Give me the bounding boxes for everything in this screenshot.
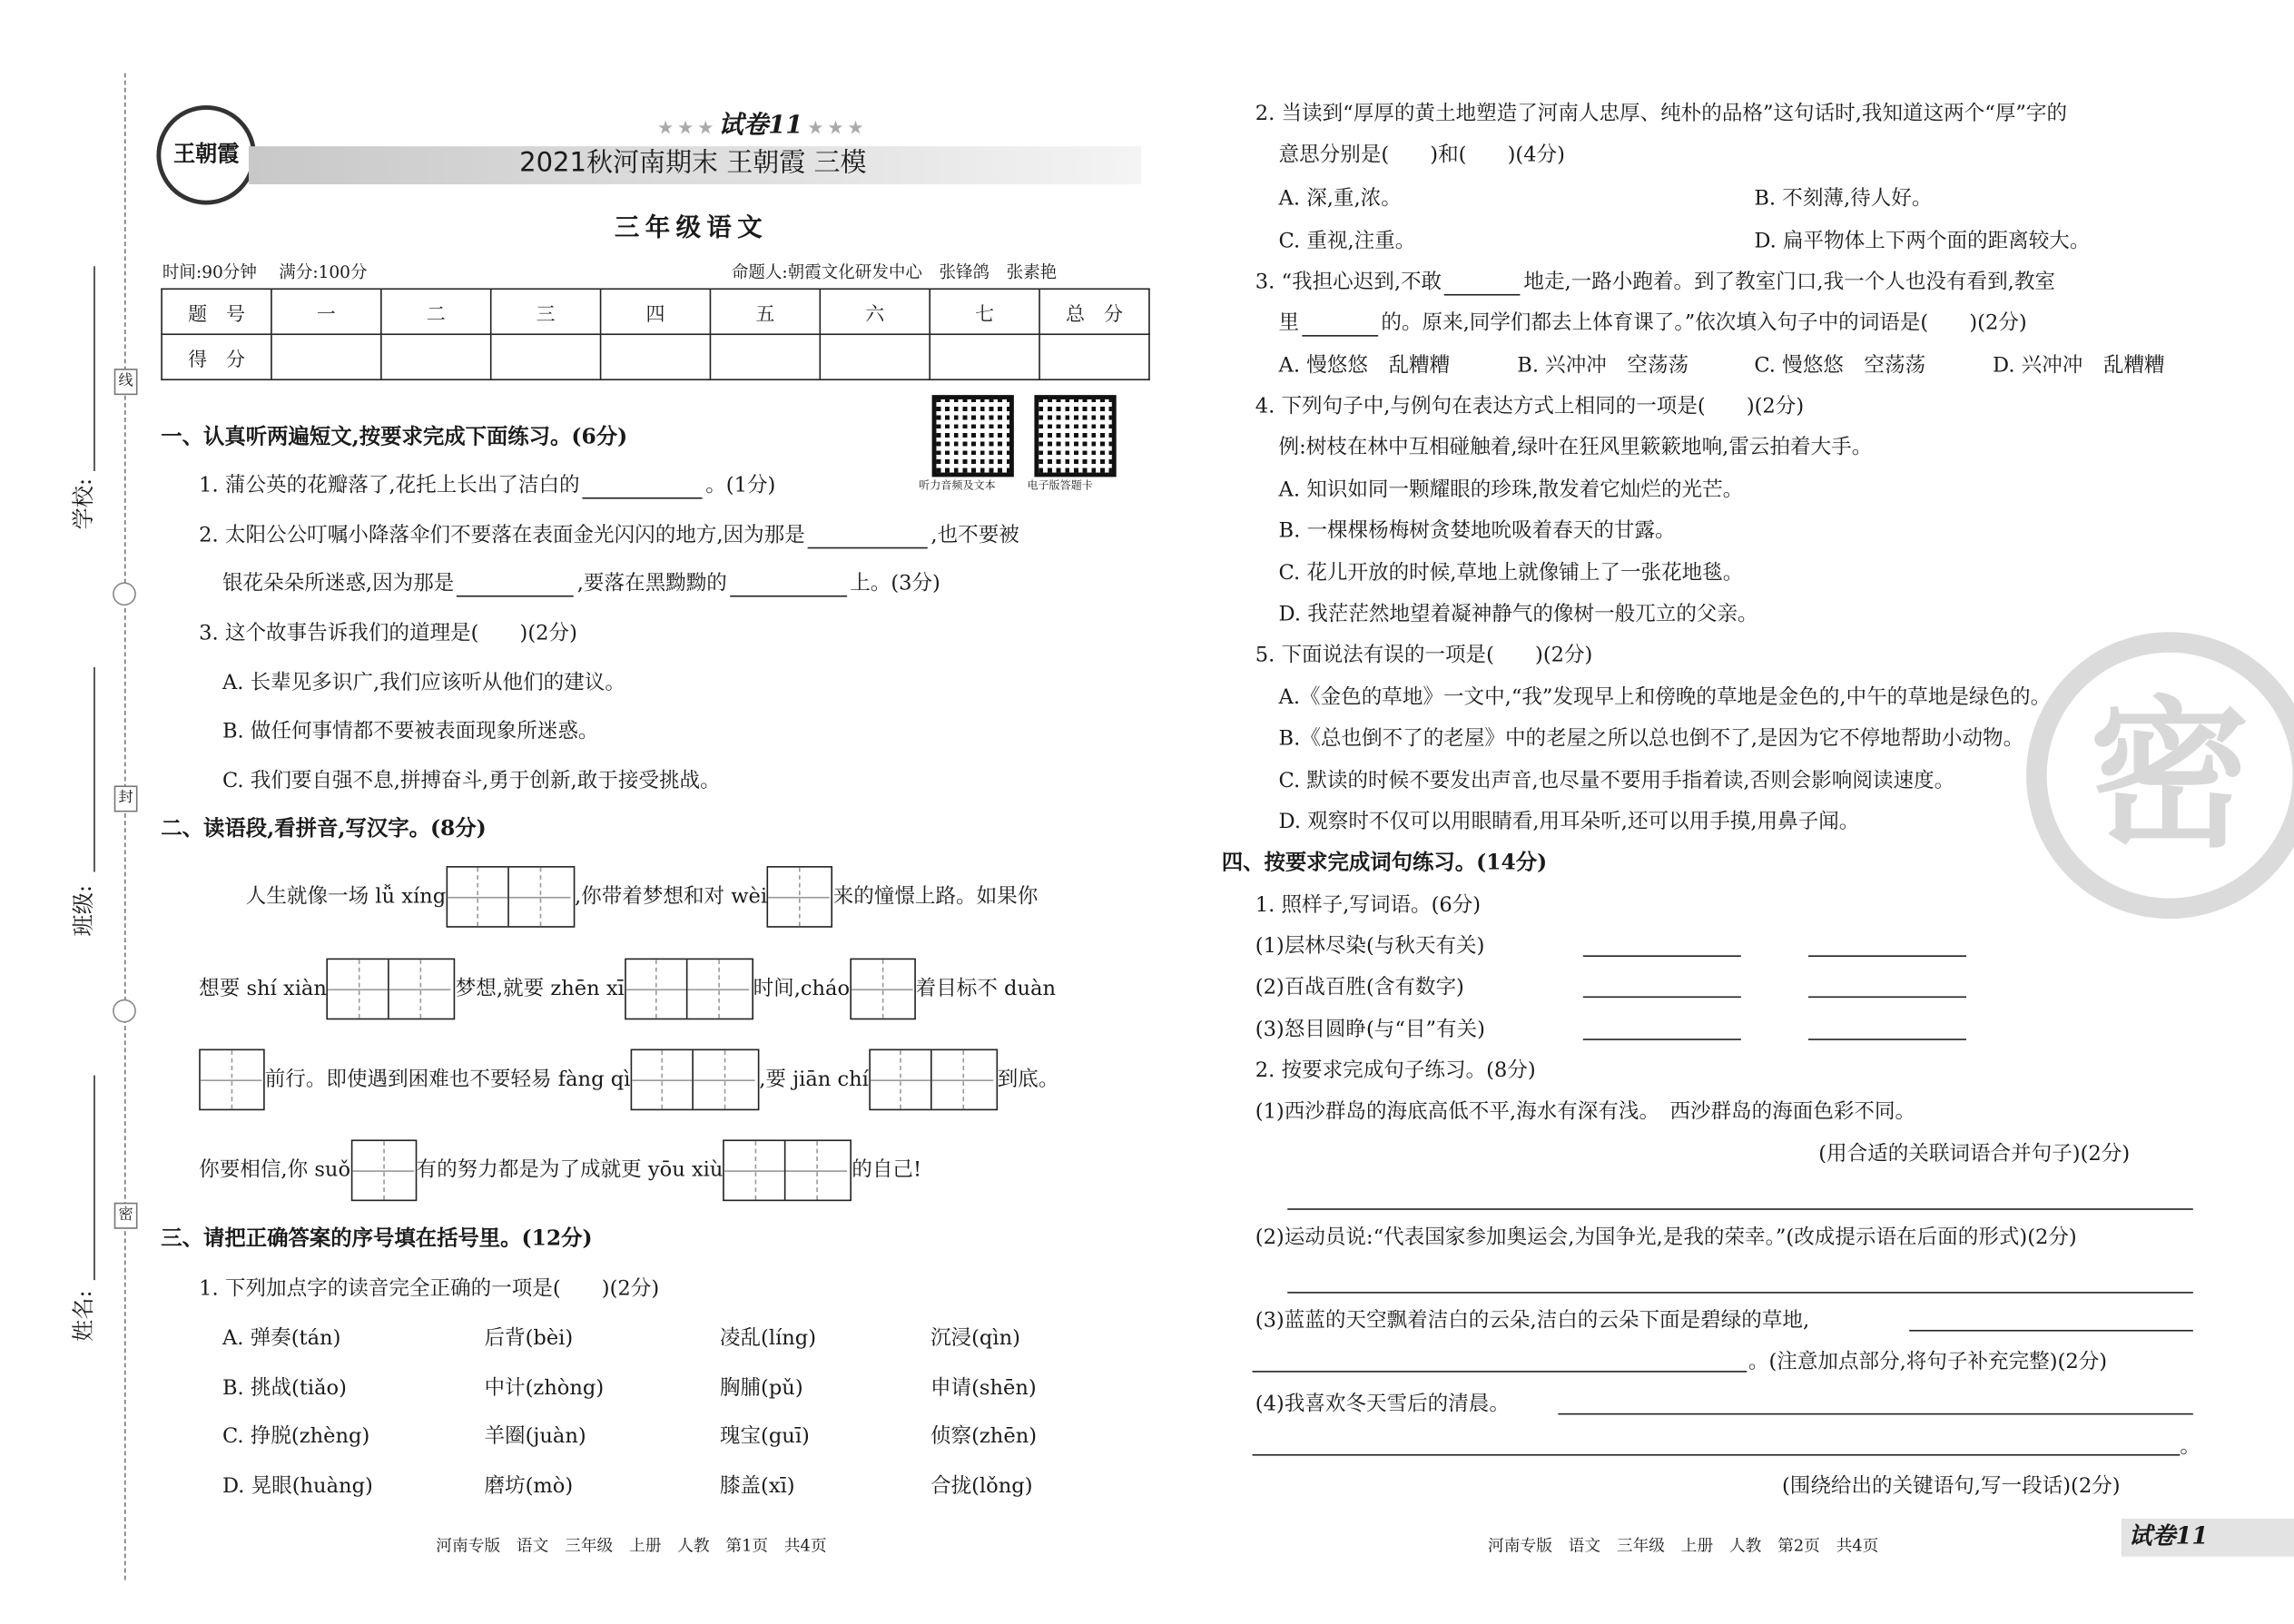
char-grid[interactable] [869, 1049, 998, 1111]
qr-caption: 电子版答题卡 [1027, 478, 1093, 492]
char-grid[interactable] [327, 959, 456, 1020]
part3-q3: 3. “我担心迟到,不敢 地走,一路小跑着。到了教室门口,我一个人也没有看到,教室 [1255, 271, 2055, 294]
option-a: A. 知识如同一颗耀眼的珍珠,散发着它灿烂的光芒。 [1278, 478, 1744, 502]
example-sentence: 例:树枝在林中互相碰触着,绿叶在狂风里簌簌地响,雷云拍着大手。 [1278, 436, 1873, 460]
word-task-3: (3)怒目圆睁(与“目”有关) [1255, 1018, 1485, 1042]
score-cell[interactable] [491, 334, 601, 379]
part1-q2-cont: 银花朵朵所迷惑,因为那是 ,要落在黑黝黝的 上。(3分) [222, 572, 940, 595]
cut-mark-line: 线 [114, 369, 138, 395]
exam-title: 2021秋河南期末 王朝霞 三模 [519, 147, 867, 179]
answer-blank[interactable] [458, 595, 575, 597]
option-c: C. 默读的时候不要发出声音,也尽量不要用手指着读,否则会影响阅读速度。 [1278, 769, 1955, 793]
option-b: B. 一棵棵杨梅树贪婪地吮吸着春天的甘露。 [1278, 519, 1676, 543]
answer-line[interactable] [1808, 955, 1966, 957]
pronunciation-option: 合拢(lǒng) [930, 1473, 1033, 1498]
option-c: C. 我们要自强不息,拼搏奋斗,勇于创新,敢于接受挑战。 [222, 769, 721, 793]
pinyin-line-2: 想要 shí xiàn 梦想,就要 zhēn xī 时间,cháo 着目标不 duàn [199, 959, 1056, 1020]
answer-line[interactable] [1808, 1038, 1966, 1040]
part3-q5: 5. 下面说法有误的一项是( )(2分) [1255, 644, 1593, 667]
char-grid[interactable] [850, 959, 916, 1020]
pronunciation-option: A. 弹奏(tán) [222, 1326, 341, 1351]
part4-title: 四、按要求完成词句练习。(14分) [1221, 850, 1548, 875]
sentence-task-1: (1)西沙群岛的海底高低不平,海水有深有浅。 西沙群岛的海面色彩不同。 [1255, 1099, 1916, 1124]
pronunciation-option: B. 挑战(tiǎo) [222, 1375, 347, 1400]
answer-line[interactable] [1583, 955, 1741, 957]
option-a: A.《金色的草地》一文中,“我”发现早上和傍晚的草地是金色的,中午的草地是绿色的。 [1278, 685, 2052, 710]
part3-q1: 1. 下列加点字的读音完全正确的一项是( )(2分) [199, 1276, 660, 1301]
char-grid[interactable] [723, 1139, 852, 1201]
pronunciation-option: 沉浸(qìn) [930, 1326, 1020, 1351]
class-field[interactable] [94, 667, 95, 872]
pronunciation-option: 申请(shēn) [930, 1375, 1037, 1400]
char-grid[interactable] [350, 1139, 417, 1201]
binding-cut-line [124, 74, 126, 1580]
answer-line[interactable] [1583, 997, 1741, 999]
cut-mark-seal: 封 [114, 785, 138, 812]
qr-code-audio[interactable] [932, 395, 1014, 477]
option-c: C. 花儿开放的时候,草地上就像铺上了一张花地毯。 [1278, 561, 1744, 586]
answer-blank[interactable] [1444, 294, 1521, 296]
score-header-cell: 四 [601, 289, 711, 334]
pronunciation-option: 胸脯(pǔ) [719, 1375, 803, 1400]
pinyin-line-3: 前行。即使遇到困难也不要轻易 fàng qì ,要 jiān chí 到底。 [199, 1049, 1058, 1111]
score-header-cell: 二 [381, 289, 491, 334]
part4-q2: 2. 按要求完成句子练习。(8分) [1255, 1058, 1536, 1083]
option-a: A. 慢悠悠 乱糟糟 [1278, 354, 1451, 378]
answer-line[interactable] [1909, 1330, 2193, 1332]
option-d: D. 观察时不仅可以用眼睛看,用耳朵听,还可以用手摸,用鼻子闻。 [1278, 810, 1860, 834]
part1-q2: 2. 太阳公公叮嘱小降落伞们不要落在表面金光闪闪的地方,因为那是 ,也不要被 [199, 523, 1019, 547]
part1-title: 一、认真听两遍短文,按要求完成下面练习。(6分) [161, 424, 628, 449]
pronunciation-option: 膝盖(xī) [719, 1473, 795, 1498]
score-header-cell: 六 [820, 289, 930, 334]
option-b: B. 做任何事情都不要被表面现象所迷惑。 [222, 719, 599, 743]
char-grid[interactable] [625, 959, 753, 1020]
answer-blank[interactable] [808, 547, 928, 549]
part3-q2: 2. 当读到“厚厚的黄土地塑造了河南人忠厚、纯朴的品格”这句话时,我知道这两个“厚”字的 [1255, 102, 2068, 126]
option-d: D. 兴冲冲 乱糟糟 [1993, 354, 2165, 378]
score-header-cell: 七 [930, 289, 1039, 334]
part3-q2-cont: 意思分别是( )和( )(4分) [1278, 143, 1565, 167]
char-grid[interactable] [446, 866, 575, 928]
period-mark: 。 [2180, 1435, 2200, 1459]
pronunciation-option: 凌乱(líng) [719, 1326, 817, 1351]
score-header-cell: 一 [271, 289, 381, 334]
sentence-task-1-req: (用合适的关联词语合并句子)(2分) [1818, 1142, 2131, 1166]
option-b: B.《总也倒不了的老屋》中的老屋之所以总也倒不了,是因为它不停地帮助小动物。 [1278, 726, 2024, 751]
answer-line[interactable] [1253, 1371, 1748, 1373]
char-grid[interactable] [199, 1049, 265, 1111]
score-cell[interactable] [930, 334, 1039, 379]
option-b: B. 兴冲冲 空荡荡 [1517, 354, 1689, 378]
exam-authors: 命题人:朝霞文化研发中心 张锋鸽 张素艳 [731, 261, 1058, 283]
sentence-task-4: (4)我喜欢冬天雪后的清晨。 [1255, 1393, 1510, 1417]
sentence-task-2: (2)运动员说:“代表国家参加奥运会,为国争光,是我的荣幸。”(改成提示语在后面的形式)(2分) [1255, 1225, 2077, 1250]
school-label: 学校: [70, 477, 97, 530]
part2-title: 二、读语段,看拼音,写汉字。(8分) [161, 816, 487, 842]
school-field[interactable] [94, 266, 95, 471]
pronunciation-option: 瑰宝(guī) [719, 1424, 810, 1449]
answer-line[interactable] [1287, 1208, 2193, 1210]
option-d: D. 扁平物体上下两个面的距离较大。 [1754, 230, 2091, 253]
subject-title: 三年级语文 [614, 213, 769, 243]
cut-mark-secret: 密 [114, 1203, 138, 1229]
option-a: A. 长辈见多识广,我们应该听从他们的建议。 [222, 671, 625, 695]
page-footer-right: 河南专版 语文 三年级 上册 人教 第2页 共4页 [1488, 1536, 1879, 1556]
secret-stamp: 密 [2026, 632, 2294, 919]
sentence-task-3-req: 。(注意加点部分,将句子补充完整)(2分) [1748, 1350, 2108, 1374]
pronunciation-option: 后背(bèi) [484, 1326, 574, 1351]
score-cell[interactable] [271, 334, 381, 379]
part3-q3-cont: 里 的。原来,同学们都去上体育课了。”依次填入句子中的词语是( )(2分) [1278, 311, 2027, 336]
char-grid[interactable] [630, 1049, 759, 1111]
score-cell[interactable] [820, 334, 930, 379]
part3-title: 三、请把正确答案的序号填在括号里。(12分) [161, 1225, 593, 1251]
answer-blank[interactable] [1302, 335, 1378, 337]
part4-q1: 1. 照样子,写词语。(6分) [1255, 893, 1482, 918]
score-cell[interactable] [710, 334, 820, 379]
wangzhaoxia-logo: 王朝霞 [156, 105, 256, 205]
score-header-cell: 五 [710, 289, 820, 334]
score-header-cell: 总 分 [1039, 289, 1149, 334]
class-label: 班级: [70, 884, 97, 937]
word-task-2: (2)百战百胜(含有数字) [1255, 975, 1464, 999]
pinyin-line-1: 人生就像一场 lǚ xíng ,你带着梦想和对 wèi 来的憧憬上路。如果你 [246, 866, 1039, 928]
sentence-task-4-req: (围绕给出的关键语句,写一段话)(2分) [1781, 1474, 2121, 1499]
option-a: A. 深,重,浓。 [1278, 187, 1402, 212]
pronunciation-option: 中计(zhòng) [484, 1375, 605, 1400]
pronunciation-option: 羊圈(juàn) [484, 1424, 586, 1449]
part1-q1: 1. 蒲公英的花瓣落了,花托上长出了洁白的 。(1分) [199, 474, 776, 497]
option-b: B. 不刻薄,待人好。 [1754, 187, 1933, 212]
option-c: C. 重视,注重。 [1278, 230, 1416, 253]
sentence-task-3: (3)蓝蓝的天空飘着洁白的云朵,洁白的云朵下面是碧绿的草地, [1255, 1309, 1810, 1334]
exam-time: 时间:90分钟 满分:100分 [162, 261, 368, 283]
score-cell[interactable] [601, 334, 711, 379]
page-footer-left: 河南专版 语文 三年级 上册 人教 第1页 共4页 [436, 1536, 827, 1556]
answer-line[interactable] [1287, 1292, 2193, 1294]
score-header-cell: 三 [491, 289, 601, 334]
pronunciation-option: C. 挣脱(zhèng) [222, 1424, 370, 1449]
char-grid[interactable] [767, 866, 833, 928]
pinyin-line-4: 你要相信,你 suǒ 有的努力都是为了成就更 yōu xiù 的自己! [199, 1139, 921, 1201]
answer-line[interactable] [1583, 1038, 1741, 1040]
qr-caption: 听力音频及文本 [919, 478, 996, 492]
binding-hole [113, 999, 136, 1023]
pronunciation-option: 侦察(zhēn) [930, 1424, 1038, 1449]
answer-line[interactable] [1558, 1413, 2192, 1415]
answer-line[interactable] [1808, 997, 1966, 999]
pronunciation-option: 磨坊(mò) [484, 1473, 574, 1498]
part3-q4: 4. 下列句子中,与例句在表达方式上相同的一项是( )(2分) [1255, 395, 1805, 418]
part1-q3: 3. 这个故事告诉我们的道理是( )(2分) [199, 621, 577, 645]
score-cell[interactable] [381, 334, 491, 379]
corner-label: 试卷11 [2128, 1521, 2209, 1550]
pronunciation-option: D. 晃眼(huàng) [222, 1473, 373, 1498]
score-header-cell: 题 号 [162, 289, 271, 334]
word-task-1: (1)层林尽染(与秋天有关) [1255, 934, 1485, 959]
score-table [161, 288, 1149, 380]
score-cell[interactable] [1039, 334, 1149, 379]
score-label-cell: 得 分 [162, 334, 271, 379]
name-label: 姓名: [70, 1290, 97, 1342]
option-d: D. 我茫茫然地望着凝神静气的像树一般兀立的父亲。 [1278, 602, 1758, 626]
answer-blank[interactable] [730, 595, 847, 597]
binding-hole [113, 582, 136, 605]
series-label: ★ ★ ★ 试卷11 ★ ★ ★ [658, 111, 863, 141]
name-field[interactable] [94, 1076, 95, 1281]
option-c: C. 慢悠悠 空荡荡 [1754, 354, 1926, 378]
answer-blank[interactable] [583, 497, 703, 499]
answer-line[interactable] [1253, 1454, 2181, 1456]
qr-code-answer-sheet[interactable] [1034, 395, 1116, 477]
